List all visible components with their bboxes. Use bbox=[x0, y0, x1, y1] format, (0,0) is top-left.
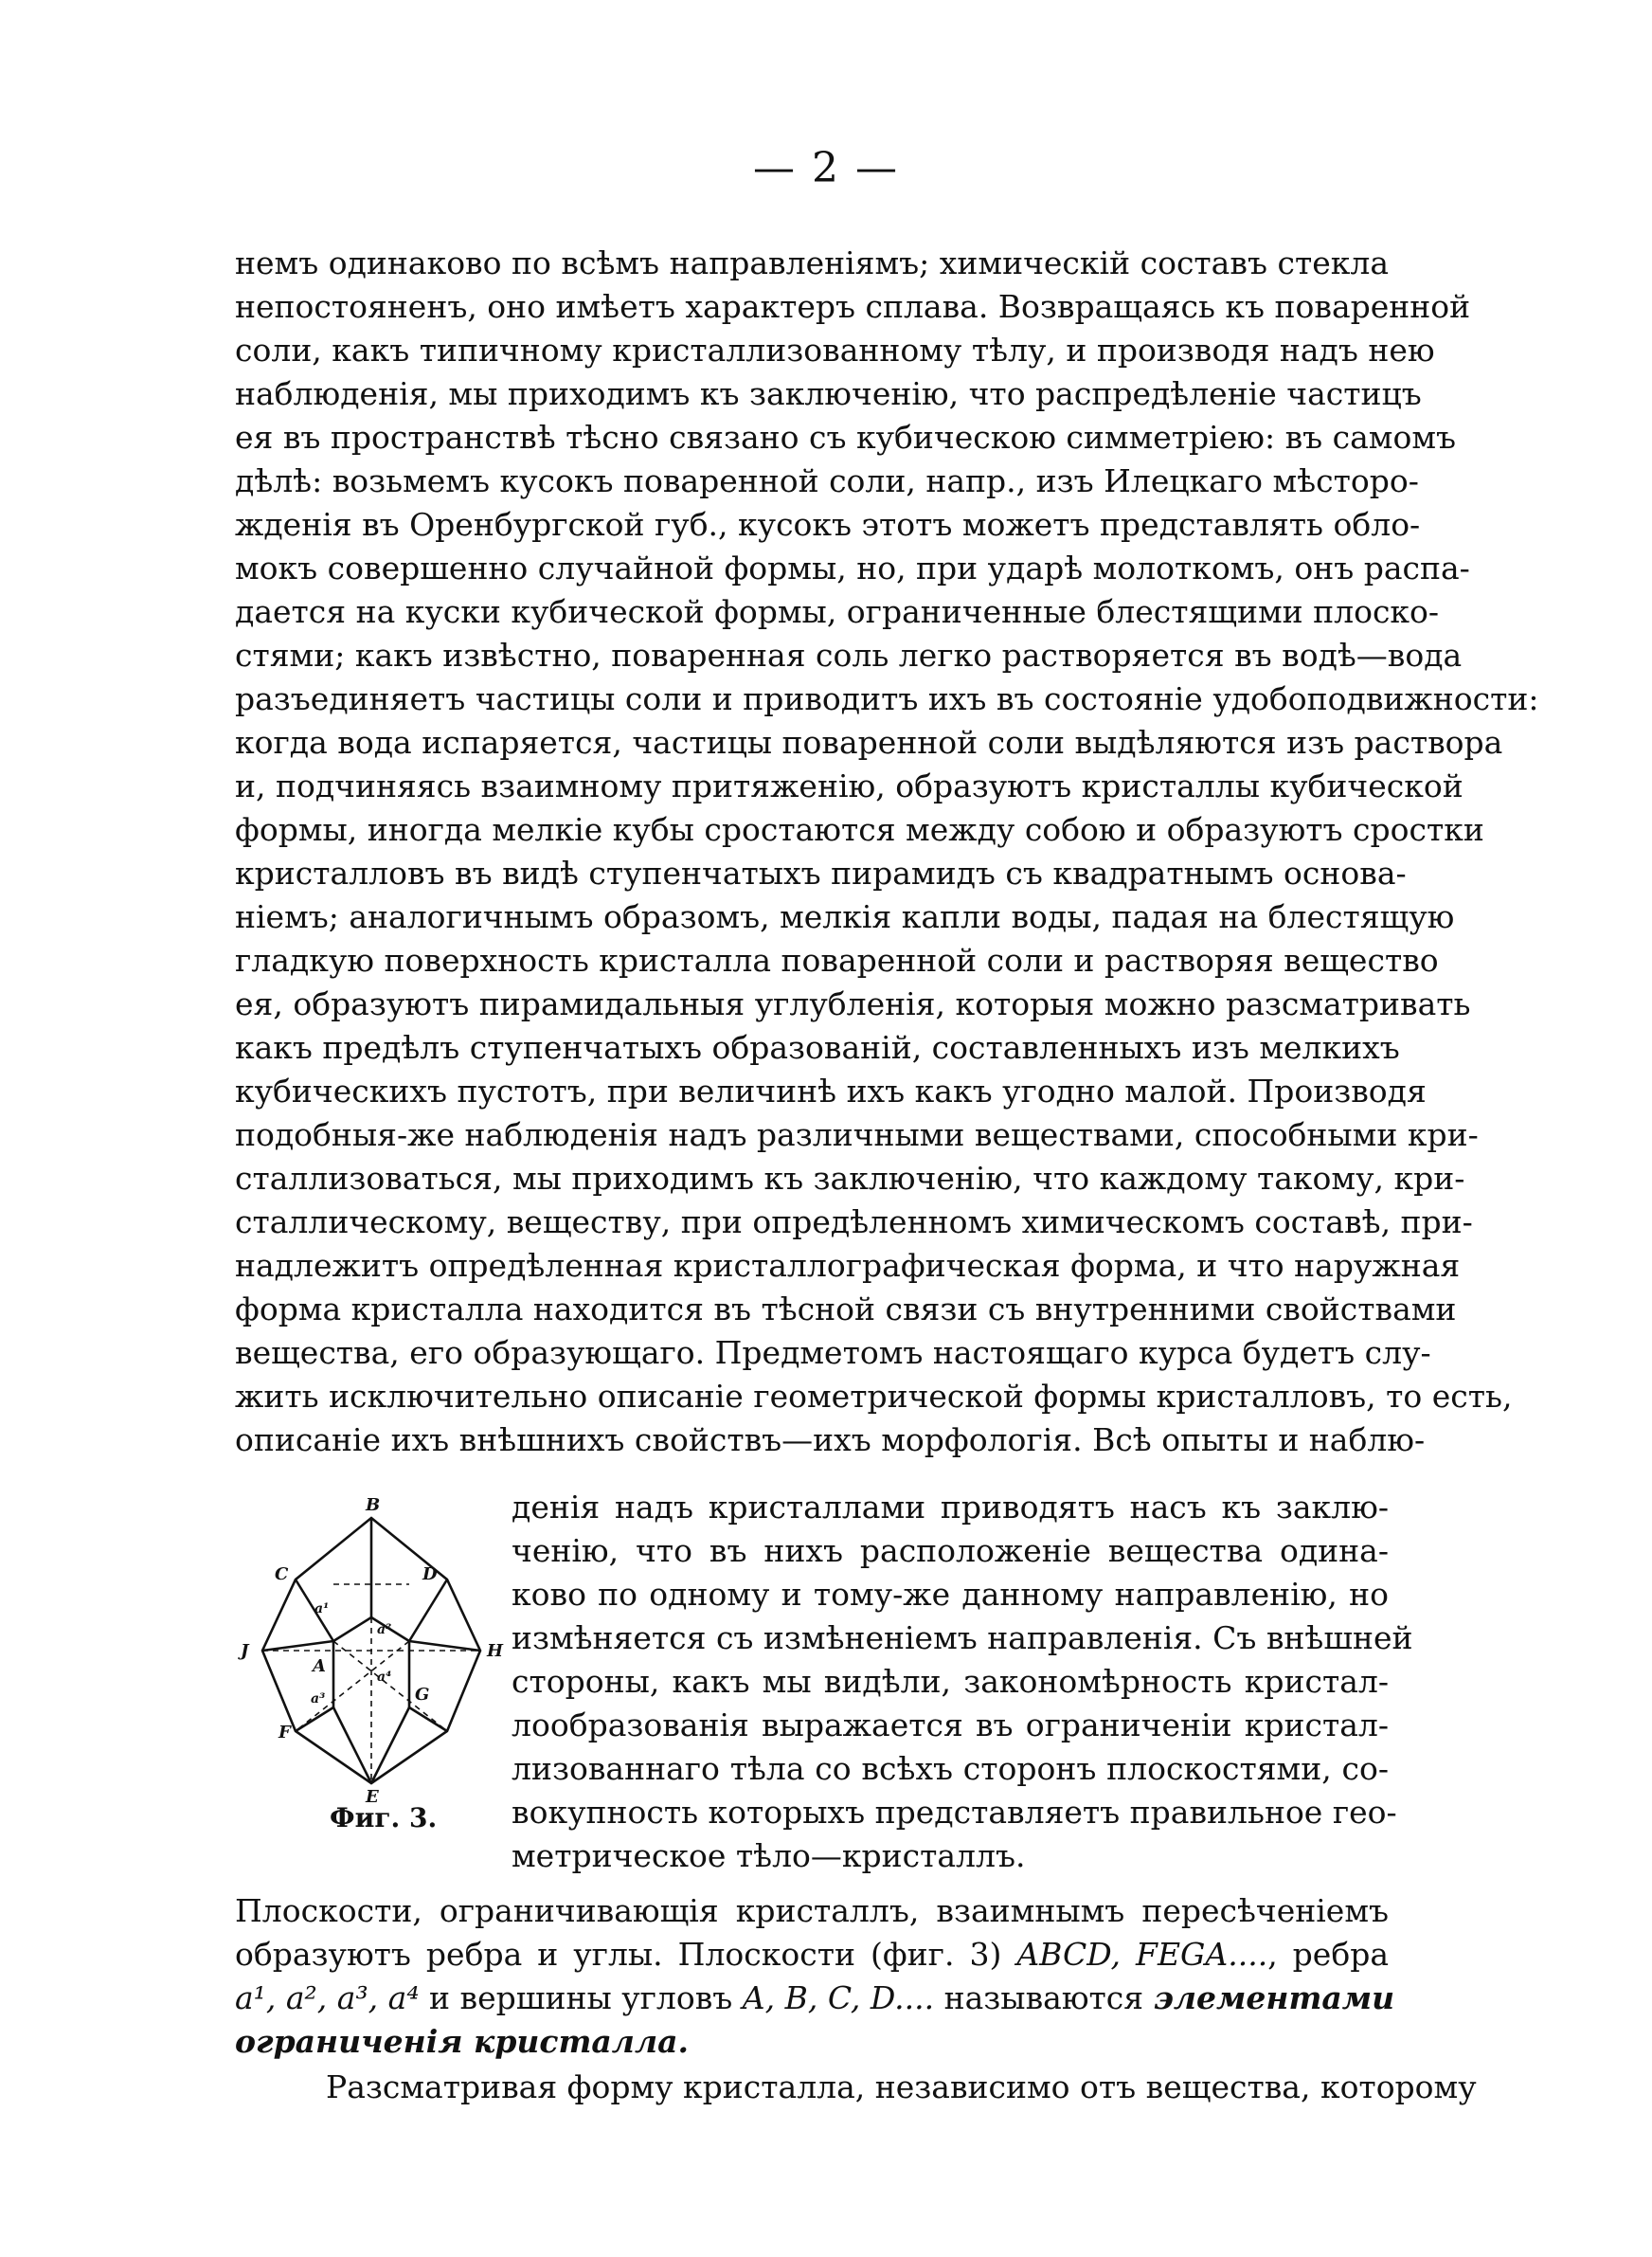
text-line: гладкую поверхность кристалла поваренной соли и растворяя вещество bbox=[235, 942, 1439, 979]
text-line: метрическое тѣло—кристаллъ. bbox=[512, 1837, 1026, 1874]
text-line: сталлическому, веществу, при опредѣленномъ химическомъ составѣ, при- bbox=[235, 1203, 1473, 1240]
label-a2: a² bbox=[377, 1622, 392, 1637]
page-number: — 2 — bbox=[753, 144, 899, 192]
text-line: форма кристалла находится въ тѣсной связи съ внутренними свойствами bbox=[235, 1291, 1457, 1327]
text-line: ково по одному и тому-же данному направленію, но bbox=[512, 1576, 1389, 1613]
text-line: кубическихъ пустотъ, при величинѣ ихъ какъ угодно малой. Производя bbox=[235, 1073, 1427, 1110]
text-line: соли, какъ типичному кристаллизованному тѣлу, и производя надъ нею bbox=[235, 332, 1435, 369]
text-line: ея въ пространствѣ тѣсно связано съ кубическою симметріею: въ самомъ bbox=[235, 419, 1456, 456]
label-h: H bbox=[487, 1641, 504, 1661]
text-run: и вершины угловъ bbox=[419, 1979, 743, 2016]
text-line: стороны, какъ мы видѣли, закономѣрность кристал- bbox=[512, 1663, 1389, 1700]
crystal-figure bbox=[220, 1490, 504, 1802]
text-line: Разсматривая форму кристалла, независимо отъ вещества, которому bbox=[326, 2068, 1477, 2105]
text-line: дается на куски кубической формы, ограниченные блестящими плоско- bbox=[235, 593, 1440, 630]
text-line: вокупность которыхъ представляетъ правильное гео- bbox=[512, 1794, 1397, 1831]
label-e: E bbox=[366, 1787, 379, 1802]
label-a: A bbox=[313, 1656, 326, 1676]
label-g: G bbox=[415, 1685, 430, 1705]
text-run: элементами bbox=[1153, 1979, 1395, 2016]
text-line: кристалловъ въ видѣ ступенчатыхъ пирамидъ съ квадратнымъ основа- bbox=[235, 855, 1407, 892]
text-line: и, подчиняясь взаимному притяженію, образуютъ кристаллы кубической bbox=[235, 767, 1463, 804]
paragraph-wrap-text bbox=[512, 1486, 1413, 1878]
text-line: лообразованія выражается въ ограниченіи кристал- bbox=[512, 1706, 1389, 1743]
text-line: какъ предѣлъ ступенчатыхъ образованій, составленныхъ изъ мелкихъ bbox=[235, 1029, 1400, 1066]
label-a3: a³ bbox=[311, 1691, 326, 1706]
text-line bbox=[235, 1977, 1395, 2020]
text-line: разъединяетъ частицы соли и приводитъ ихъ въ состояніе удобоподвижности: bbox=[235, 680, 1539, 717]
text-line: денія надъ кристаллами приводятъ насъ къ заклю- bbox=[512, 1489, 1389, 1526]
text-line: ея, образуютъ пирамидальныя углубленія, которыя можно разсматривать bbox=[235, 985, 1471, 1022]
text-line: ніемъ; аналогичнымъ образомъ, мелкія капли воды, падая на блестящую bbox=[235, 898, 1455, 935]
text-line: вещества, его образующаго. Предметомъ настоящаго курса будетъ слу- bbox=[235, 1334, 1431, 1371]
label-c: C bbox=[275, 1564, 289, 1584]
figure-caption: Фиг. 3. bbox=[330, 1802, 438, 1833]
text-line: когда вода испаряется, частицы поваренной соли выдѣляются изъ раствора bbox=[235, 724, 1503, 761]
label-b: B bbox=[366, 1495, 381, 1515]
text-line: дѣлѣ: возьмемъ кусокъ поваренной соли, напр., изъ Илецкаго мѣсторо- bbox=[235, 462, 1419, 499]
paragraph-main bbox=[235, 242, 1539, 1462]
text-line: наблюденія, мы приходимъ къ заключенію, что распредѣленіе частицъ bbox=[235, 375, 1422, 412]
text-line: сталлизоваться, мы приходимъ къ заключенію, что каждому такому, кри- bbox=[235, 1160, 1465, 1197]
text-run: образуютъ ребра и углы. Плоскости (фиг. 3) bbox=[235, 1936, 1017, 1973]
text-line: жить исключительно описаніе геометрической формы кристалловъ, то есть, bbox=[235, 1378, 1513, 1415]
text-run: ABCD, FEGA.... bbox=[1016, 1936, 1268, 1973]
text-line: измѣняется съ измѣненіемъ направленія. Съ внѣшней bbox=[512, 1619, 1413, 1656]
text-line bbox=[235, 2020, 1389, 2064]
text-run: a¹, a², a³, a⁴ bbox=[235, 1979, 420, 2016]
text-line: формы, иногда мелкіе кубы сростаются между собою и образуютъ сростки bbox=[235, 811, 1484, 848]
text-run: ограниченія кристалла. bbox=[235, 2023, 689, 2060]
label-a4: a⁴ bbox=[377, 1670, 392, 1685]
text-line: немъ одинаково по всѣмъ направленіямъ; химическій составъ стекла bbox=[235, 244, 1389, 281]
text-line: подобныя-же наблюденія надъ различными веществами, способными кри- bbox=[235, 1116, 1479, 1153]
text-line: надлежитъ опредѣленная кристаллографическая форма, и что наружная bbox=[235, 1247, 1461, 1284]
label-d: D bbox=[422, 1564, 438, 1584]
text-line bbox=[235, 1933, 1389, 1977]
label-f: F bbox=[278, 1723, 291, 1742]
label-j: J bbox=[241, 1641, 249, 1661]
text-line: мокъ совершенно случайной формы, но, при ударѣ молоткомъ, онъ распа- bbox=[235, 550, 1470, 587]
text-run: , ребра bbox=[1267, 1936, 1389, 1973]
text-run: A, B, C, D.... bbox=[742, 1979, 935, 2016]
text-line: описаніе ихъ внѣшнихъ свойствъ—ихъ морфологія. Всѣ опыты и наблю- bbox=[235, 1421, 1426, 1458]
text-line: Плоскости, ограничивающія кристаллъ, взаимнымъ пересѣченіемъ bbox=[235, 1892, 1389, 1929]
text-line: ченію, что въ нихъ расположеніе вещества одина- bbox=[512, 1532, 1389, 1569]
text-line: стями; какъ извѣстно, поваренная соль легко растворяется въ водѣ—вода bbox=[235, 637, 1463, 674]
paragraph-elements bbox=[235, 1889, 1395, 2064]
paragraph-final bbox=[235, 2066, 1477, 2109]
text-line: непостояненъ, оно имѣетъ характеръ сплава. Возвращаясь къ поваренной bbox=[235, 288, 1471, 325]
label-a1: a¹ bbox=[314, 1601, 330, 1616]
text-line: жденія въ Оренбургской губ., кусокъ этотъ можетъ представлять обло- bbox=[235, 506, 1421, 543]
text-run: называются bbox=[934, 1979, 1154, 2016]
text-line: лизованнаго тѣла со всѣхъ сторонъ плоскостями, со- bbox=[512, 1750, 1389, 1787]
